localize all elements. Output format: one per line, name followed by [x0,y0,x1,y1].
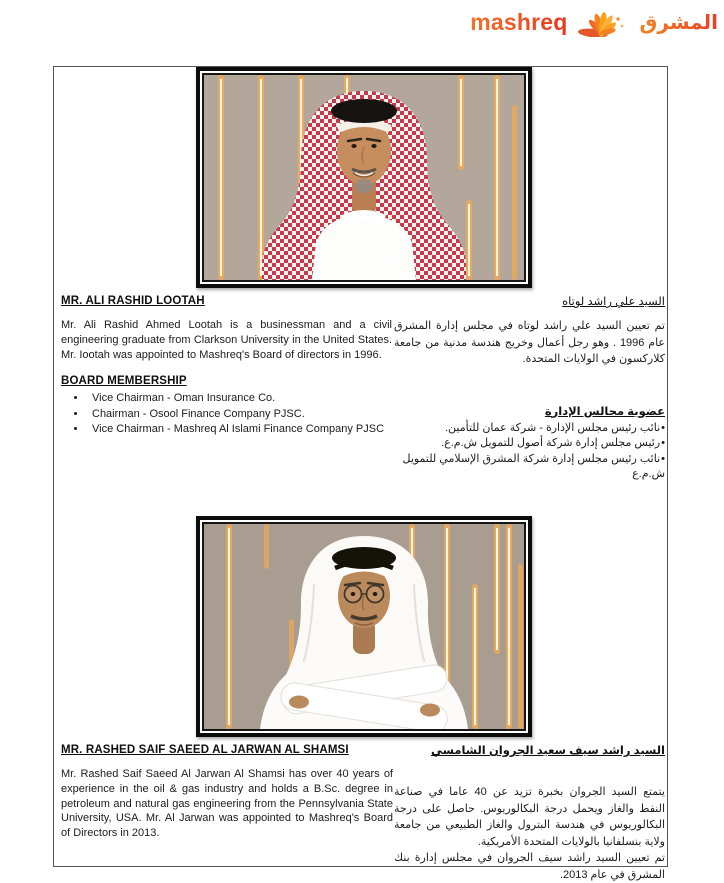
mashreq-logo [470,7,718,37]
profile1-membership-heading-en: BOARD MEMBERSHIP [61,375,187,388]
membership-item: • Vice Chairman - Oman Insurance Co. [87,391,392,406]
profile2-bio-en: Mr. Rashed Saif Saeed Al Jarwan Al Shamsi has over 40 years of experience in the oil & gas industry and holds a B.Sc. degree in petroleum and natural gas engineering from the Pennsylvania State University, USA. Mr. Al Jarwan was appointed to Mashreq's Board of Directors in 2013. [61,768,393,840]
profile2-english-block [61,744,393,841]
membership-item: • Chairman - Osool Finance Company PJSC. [87,407,392,422]
profile2-name-en: MR. RASHED SAIF SAEED AL JARWAN AL SHAMSI [61,744,349,756]
profile1-membership-list-en [61,391,392,437]
profile2-bio-ar-part2: تم تعيين السيد راشد سيف الجروان في مجلس إدارة بنك المشرق في عام 2013. [394,852,665,881]
mashreq-logo-arabic-text: المشرق [639,11,718,34]
profile1-english-block [61,295,392,437]
membership-item-ar: • رئيس مجلس إدارة شركة أصول للتمويل ش.م.ع. [394,436,665,452]
membership-item-ar: • نائب رئيس مجلس الإدارة - شركة عمان للتأمين. [394,421,665,437]
profile2-bio-ar-part1: يتمتع السيد الجروان بخبرة تزيد عن 40 عاما في صناعة النفط والغاز ويحمل درجة البكالوريوس. حاصل على درجة البكالوريوس في هندسة البترول والغاز الطبيعي من جامعة ولاية بنسلفانيا بالولايات المتحدة الأمريكية. [394,786,665,848]
membership-item-ar: • نائب رئيس مجلس إدارة شركة المشرق الإسلامي للتمويل ش.م.ع [394,452,665,483]
membership-item: • Vice Chairman - Mashreq Al Islami Finance Company PJSC [87,422,392,437]
portrait-photo-rashed-al-jarwan [196,516,532,737]
profile1-membership-heading-ar: عضوية مجالس الإدارة [544,405,665,418]
profile1-membership-list-ar [394,421,665,483]
profile1-bio-ar: تم تعيين السيد علي راشد لوتاه في مجلس إدارة المشرق عام 1996 . وهو رجل أعمال وخريج هندسة مدنية من جامعة كلاركسون في الولايات المتحدة. [394,320,665,365]
portrait-photo-ali-rashid-lootah [196,67,532,288]
profile1-bio-en: Mr. Ali Rashid Ahmed Lootah is a businessman and a civil engineering graduate from Clarkson University in the United States. Mr. Iootah was appointed to Mashreq's Board of directors in 1996. [61,319,392,361]
profile2-name-ar: السيد راشد سيف سعيد الجروان الشامسي [431,745,665,757]
profile1-name-ar: السيد علي راشد لوتاه [562,296,665,308]
profile1-name-en: MR. ALI RASHID LOOTAH [61,295,205,307]
profile1-arabic-block [394,295,665,483]
mashreq-flower-icon [575,7,633,37]
profile2-arabic-block [394,744,665,883]
mashreq-logo-latin-text: mashreq [470,8,568,35]
